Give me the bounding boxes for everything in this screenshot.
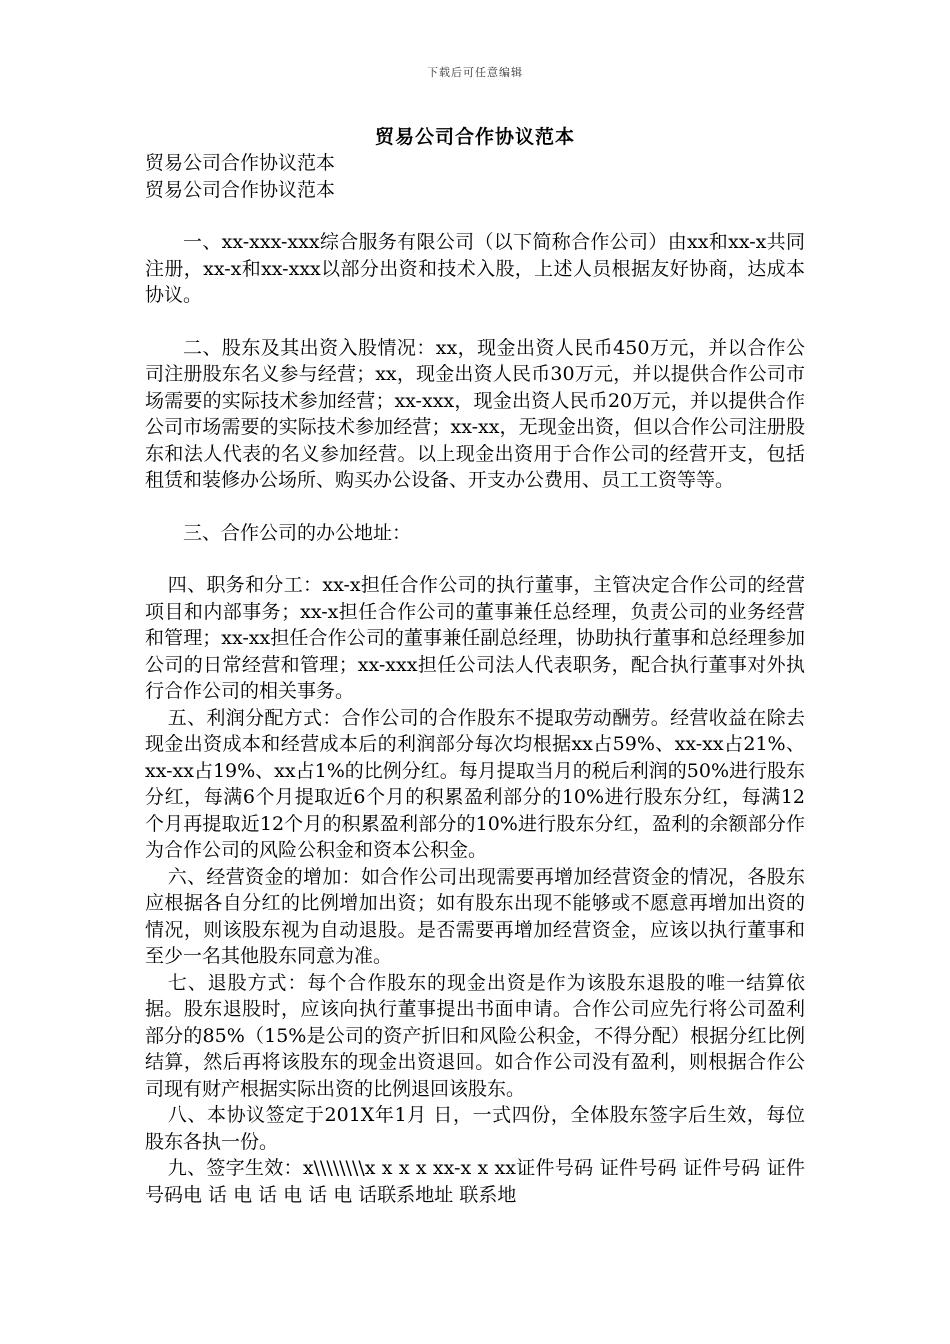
- clause-5: 五、利润分配方式：合作公司的合作股东不提取劳动酬劳。经营收益在除去现金出资成本和经营成本后的利润部分每次均根据xx占59%、xx-xx占21%、xx-xx占19%、xx占1%的比例分红。每月提取当月的税后利润的50%进行股东分红，每满6个月提取近6个月的积累盈利部分的10%进行股东分红，每满12个月再提取近12个月的积累盈利部分的10%进行股东分红，盈利的余额部分作为合作公司的风险公积金和资本公积金。: [145, 706, 805, 861]
- spacer: [145, 309, 805, 335]
- clause-8: 八、本协议签定于201X年1月 日，一式四份，全体股东签字后生效，每位股东各执一份。: [145, 1104, 805, 1153]
- subtitle-line: 贸易公司合作协议范本: [145, 178, 336, 201]
- spacer: [145, 546, 805, 572]
- header-note: 下载后可任意编辑: [427, 66, 523, 79]
- spacer: [145, 494, 805, 520]
- clause-1: 一、xx-xxx-xxx综合服务有限公司（以下简称合作公司）由xx和xx-x共同注册，xx-x和xx-xxx以部分出资和技术入股，上述人员根据友好协商，达成本协议。: [145, 231, 805, 306]
- clause-9: 九、签字生效：x\\\\\\\\x x x x xx-x x xx证件号码 证件号码 证件号码 证件号码电 话 电 话 电 话 电 话联系地址 联系地: [145, 1157, 805, 1206]
- spacer: [145, 203, 805, 229]
- clause-4: 四、职务和分工：xx-x担任合作公司的执行董事，主管决定合作公司的经营项目和内部事务；xx-x担任合作公司的董事兼任总经理，负责公司的业务经营和管理；xx-xx担任合作公司的董事兼任副总经理，协助执行董事和总经理参加公司的日常经营和管理；xx-xxx担任公司法人代表职务，配合执行董事对外执行合作公司的相关事务。: [145, 574, 805, 702]
- document-body: [145, 150, 805, 1208]
- clause-2: 二、股东及其出资入股情况：xx，现金出资人民币450万元，并以合作公司注册股东名义参与经营；xx，现金出资人民币30万元，并以提供合作公司市场需要的实际技术参加经营；xx-xxx，现金出资人民币20万元，并以提供合作公司市场需要的实际技术参加经营；xx-xx，无现金出资，但以合作公司注册股东和法人代表的名义参加经营。以上现金出资用于合作公司的经营开支，包括租赁和装修办公场所、购买办公设备、开支办公费用、员工工资等等。: [145, 336, 805, 491]
- clause-7: 七、退股方式：每个合作股东的现金出资是作为该股东退股的唯一结算依据。股东退股时，应该向执行董事提出书面申请。合作公司应先行将公司盈利部分的85%（15%是公司的资产折旧和风险公积金，不得分配）根据分红比例结算，然后再将该股东的现金出资退回。如合作公司没有盈利，则根据合作公司现有财产根据实际出资的比例退回该股东。: [145, 971, 805, 1100]
- document-title: 贸易公司合作协议范本: [374, 126, 575, 148]
- clause-3: 三、合作公司的办公地址：: [183, 521, 412, 544]
- clause-6: 六、经营资金的增加：如合作公司出现需要再增加经营资金的情况，各股东应根据各自分红的比例增加出资；如有股东出现不能够或不愿意再增加出资的情况，则该股东视为自动退股。是否需要再增加经营资金，应该以执行董事和至少一名其他股东同意为准。: [145, 865, 805, 967]
- subtitle-line: 贸易公司合作协议范本: [145, 152, 336, 174]
